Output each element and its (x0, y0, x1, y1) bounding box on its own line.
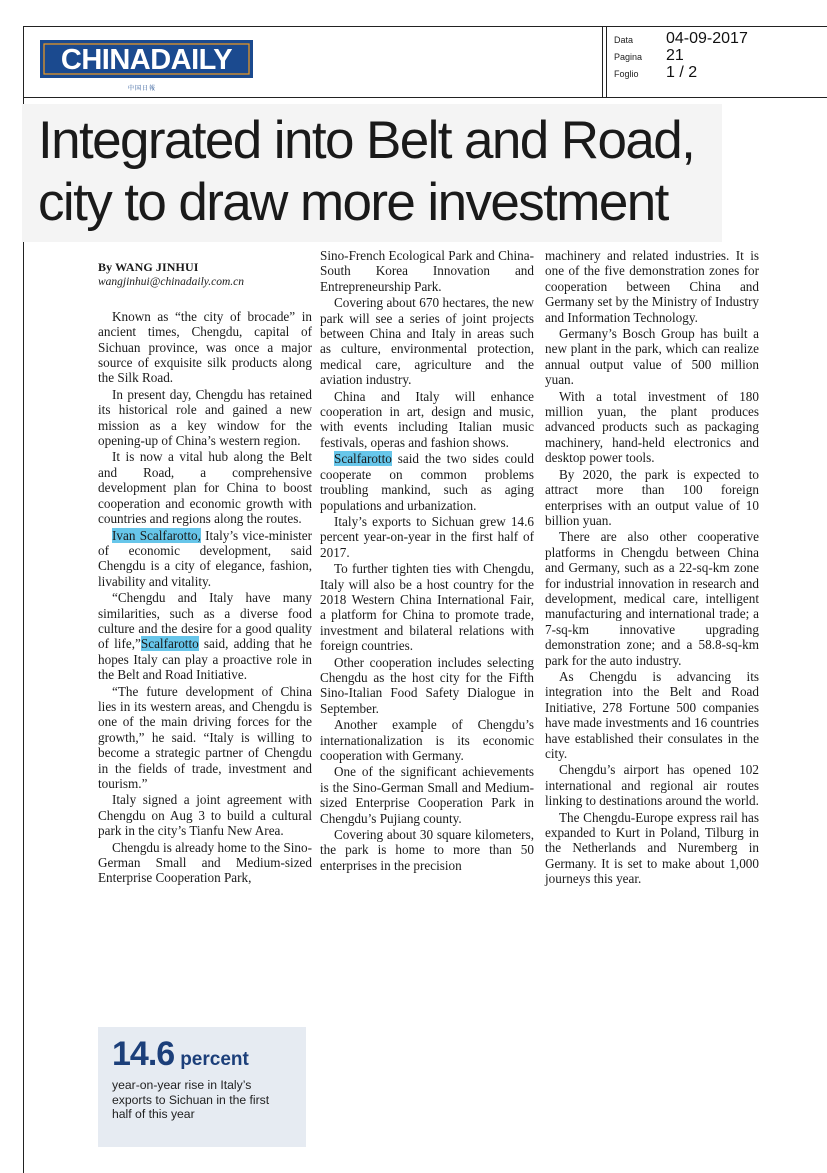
logo-chinese: 中国日報 (128, 85, 157, 92)
callout-number: 14.6 (112, 1035, 175, 1073)
highlighted-name: Scalfarotto (140, 636, 199, 652)
headline-line-1: Integrated into Belt and Road, (38, 111, 695, 170)
meta-label: Data (614, 35, 634, 45)
callout-unit: percent (180, 1049, 249, 1070)
paragraph (320, 451, 534, 513)
paragraph: Other cooperation includes selecting Chengdu as the host city for the Fifth Sino-Italian Food Safety Dialogue in September. (320, 654, 534, 716)
paragraph: Chengdu is already home to the Sino-German Small and Medium-sized Enterprise Cooperation Park, (98, 839, 312, 886)
paragraph: Another example of Chengdu’s internationalization is its economic cooperation with Germany. (320, 717, 534, 763)
paragraph: In present day, Chengdu has retained its historical role and gained a new mission as a key window for the opening-up of China’s western region. (98, 386, 312, 449)
callout-figure (112, 1035, 292, 1074)
paragraph: Sino-French Ecological Park and China-South Korea Innovation and Entrepreneurship Park. (320, 248, 534, 294)
meta-row-date (614, 30, 748, 47)
paragraph (98, 528, 312, 590)
author-email: wangjinhui@chinadaily.com.cn (98, 276, 245, 289)
header-divider-inner (606, 26, 607, 98)
headline-line-2: city to draw more investment (38, 173, 668, 232)
paragraph: Chengdu’s airport has opened 102 international and regional air routes linking to destinations around the world. (545, 762, 759, 809)
meta-label: Foglio (614, 69, 639, 79)
byline: By WANG JINHUI (98, 260, 199, 274)
paragraph: “The future development of China lies in its western areas, and Chengdu is one of the main driving forces for the growth,” he said. “Italy is willing to become a strategic partner of Chengdu in the fields of trade, investment and tourism.” (98, 683, 312, 791)
meta-value: 1 / 2 (666, 64, 698, 81)
headline (38, 110, 718, 234)
logo-text: CHINADAILY (60, 44, 233, 76)
paragraph: By 2020, the park is expected to attract more than 100 foreign enterprises with an output value of 10 billion yuan. (545, 466, 759, 528)
paragraph: Germany’s Bosch Group has built a new plant in the park, which can realize annual output value of 500 million yuan. (545, 326, 759, 388)
meta-label: Pagina (614, 52, 643, 62)
paragraph: Covering about 30 square kilometers, the park is home to more than 50 enterprises in the precision (320, 827, 534, 873)
paragraph: One of the significant achievements is the Sino-German Small and Medium-sized Enterprise Cooperation Park in Chengdu’s Pujiang county. (320, 764, 534, 826)
column-1 (98, 248, 312, 887)
paragraph-text: “Chengdu and Italy have many similarities, such as a diverse food culture and the desire for a good quality of life,” (98, 590, 312, 652)
paragraph: machinery and related industries. It is one of the five demonstration zones for cooperation between China and Germany set by the Ministry of Industry and Information Technology. (545, 248, 759, 325)
highlighted-name: Ivan Scalfarotto, (112, 527, 201, 543)
meta-row-sheet (614, 64, 748, 81)
callout-description: year-on-year rise in Italy’s exports to Sichuan in the first half of this year (112, 1078, 270, 1121)
paragraph-text: Italy’s vice-minister of economic development, said Chengdu is a city of elegance, fashion, livability and vitality. (98, 527, 312, 589)
paragraph-text: said, adding that he hopes Italy can play a proactive role in the Belt and Road Initiative. (98, 636, 313, 683)
highlighted-name: Scalfarotto (334, 451, 392, 467)
column-2 (320, 248, 534, 874)
column-3 (545, 248, 759, 888)
page-meta (614, 30, 748, 81)
meta-value: 21 (666, 47, 684, 64)
paragraph: The Chengdu-Europe express rail has expanded to Kurt in Poland, Tilburg in the Netherlands and Nuremberg in Germany. It is set to make about 1,000 journeys this year. (545, 809, 759, 887)
paragraph: Italy’s exports to Sichuan grew 14.6 percent year-on-year in the first half of 2017. (320, 513, 534, 560)
paragraph-text: said the two sides could cooperate on common problems troubling mankind, such as aging populations and urbanization. (320, 451, 534, 513)
paragraph (98, 590, 312, 682)
stat-callout (98, 1027, 306, 1147)
paragraph: Covering about 670 hectares, the new park will see a series of joint projects between China and Italy in areas such as culture, environmental protection, medical care, agriculture and the aviation industry. (320, 295, 534, 388)
paragraph: To further tighten ties with Chengdu, Italy will also be a host country for the 2018 Western China International Fair, a platform for China to promote trade, investment and bilateral relations with foreign countries. (320, 561, 534, 654)
paragraph: Italy signed a joint agreement with Chengdu on Aug 3 to build a cultural park in the city’s Tianfu New Area. (98, 792, 312, 839)
paragraph: It is now a vital hub along the Belt and Road, a comprehensive development plan for China to boost cooperation and economic growth with countries and regions along the routes. (98, 449, 312, 527)
meta-value: 04-09-2017 (666, 30, 748, 47)
paragraph: With a total investment of 180 million yuan, the plant produces advanced products such as packaging machinery, hand-held electronics and desktop power tools. (545, 388, 759, 466)
header-divider (602, 26, 603, 98)
paragraph: As Chengdu is advancing its integration into the Belt and Road Initiative, 278 Fortune 500 companies have made investments and 16 countries have established their consulates in the city. (545, 668, 759, 761)
china-daily-logo (40, 40, 253, 78)
paragraph: Known as “the city of brocade” in ancient times, Chengdu, capital of Sichuan province, was once a major source of exquisite silk products along the Silk Road. (98, 308, 312, 386)
meta-row-page (614, 47, 748, 64)
paragraph: There are also other cooperative platforms in Chengdu between China and Germany, such as a 22-sq-km zone for industrial innovation in research and development, medical care, intelligent manufacturing and international trade; a 7-sq-km innovative upgrading demonstration zone; and a 58.8-sq-km park for the auto industry. (545, 529, 759, 668)
paragraph: China and Italy will enhance cooperation in art, design and music, with events including Italian music festivals, operas and fashion shows. (320, 388, 534, 450)
